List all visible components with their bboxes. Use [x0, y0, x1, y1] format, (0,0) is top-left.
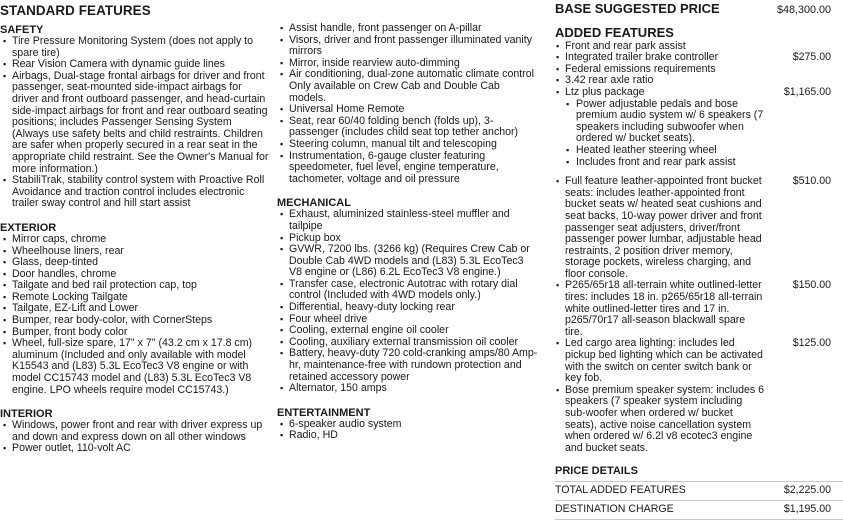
list-item: ▪ Instrumentation, 6-gauge cluster featuring speedometer, fuel level, engine temperature, tachometer, voltage and oil pressure [277, 151, 539, 186]
package-sub-item: ▪ Power adjustable pedals and bose premium audio system w/ 6 speakers (7 speakers including subwoofer when ordered w/ bucket seats). [555, 99, 777, 145]
entertainment-list [277, 419, 539, 442]
entertainment-heading: ENTERTAINMENT [277, 406, 371, 419]
list-item: ▪ GVWR, 7200 lbs. (3266 kg) (Requires Crew Cab or Double Cab 4WD models and (L83) 5.3L EcoTec3 V8 engine or (L86) 6.2L EcoTec3 V8 engine.) [277, 244, 539, 279]
option-text: ▪ 3.42 rear axle ratio [555, 75, 765, 87]
list-item: ▪ Four wheel drive [277, 314, 539, 326]
price-details-title: PRICE DETAILS [555, 465, 843, 482]
price-details-label: TOTAL ADDED FEATURES [555, 484, 686, 497]
list-item: ▪ Seat, rear 60/40 folding bench (folds up), 3-passenger (includes child seat top tether anchor) [277, 116, 539, 139]
option-row [555, 280, 843, 338]
list-item: ▪ Mirror, inside rearview auto-dimming [277, 58, 539, 70]
standard-features-column-2 [277, 23, 539, 442]
price-details-value: $2,225.00 [783, 484, 831, 497]
list-item: ▪ Exhaust, aluminized stainless-steel muffler and tailpipe [277, 209, 539, 232]
option-price: $510.00 [792, 175, 831, 188]
option-row [555, 338, 843, 384]
base-price-row [555, 0, 843, 17]
exterior-heading: EXTERIOR [0, 221, 57, 234]
list-item: ▪ Tailgate, EZ-Lift and Lower [0, 303, 270, 315]
standard-features-column-1 [0, 0, 270, 455]
option-text: ▪ Front and rear park assist [555, 41, 765, 53]
list-item: ▪ Tire Pressure Monitoring System (does not apply to spare tire) [0, 36, 270, 59]
option-price: $125.00 [792, 337, 831, 350]
option-price: $275.00 [792, 51, 831, 64]
interior-list-continued [277, 23, 539, 185]
list-item: ▪ Bumper, front body color [0, 327, 270, 339]
price-details-row [555, 482, 843, 501]
list-item: ▪ Remote Locking Tailgate [0, 292, 270, 304]
list-item: ▪ Door handles, chrome [0, 269, 270, 281]
list-item: ▪ Pickup box [277, 233, 539, 245]
price-details-value: $1,195.00 [783, 502, 831, 515]
option-text: ▪ Ltz plus package [555, 87, 765, 99]
interior-list [0, 420, 270, 455]
option-price: $1,165.00 [783, 85, 831, 98]
option-text: ▪ Federal emissions requirements [555, 64, 765, 76]
option-row [555, 87, 843, 99]
added-features-title: ADDED FEATURES [555, 24, 674, 40]
list-item: ▪ Tailgate and bed rail protection cap, top [0, 280, 270, 292]
package-sub-item: ▪ Heated leather steering wheel [555, 145, 777, 157]
safety-list [0, 36, 270, 210]
list-item: ▪ Mirror caps, chrome [0, 234, 270, 246]
list-item: ▪ 6-speaker audio system [277, 419, 539, 431]
standard-features-title: STANDARD FEATURES [0, 3, 151, 18]
interior-heading: INTERIOR [0, 408, 53, 421]
package-sub-item: ▪ Includes front and rear park assist [555, 157, 777, 169]
price-details-label: DESTINATION CHARGE [555, 502, 674, 515]
option-text: ▪ Integrated trailer brake controller [555, 52, 765, 64]
option-row [555, 176, 843, 280]
list-item: ▪ Battery, heavy-duty 720 cold-cranking amps/80 Amp-hr, maintenance-free with rundown protection and retained accessory power [277, 348, 539, 383]
list-item: ▪ Airbags, Dual-stage frontal airbags for driver and front passenger, seat-mounted side-impact airbags for driver and front outboard passenger, and head-curtain side-impact airbags for front and rear outboard seating positions; includes Passenger Sensing System (Always use safety belts and child restraints. Children are safer when properly secured in a rear seat in the appropriate child restraint. See the Owner's Manual for more information.) [0, 71, 270, 175]
option-text: ▪ P265/65r18 all-terrain white outlined-letter tires: includes 18 in. p265/65r18 all-terrain white outlined-letter tires and 17 in. p265/70r17 all-season blackwall spare tire. [555, 280, 765, 338]
list-item: ▪ Air conditioning, dual-zone automatic climate control Only available on Crew Cab and Double Cab models. [277, 69, 539, 104]
list-item: ▪ Wheelhouse liners, rear [0, 246, 270, 258]
list-item: ▪ Universal Home Remote [277, 104, 539, 116]
mechanical-list [277, 209, 539, 395]
list-item: ▪ Assist handle, front passenger on A-pillar [277, 23, 539, 35]
list-item: ▪ Transfer case, electronic Autotrac with rotary dial control (Included with 4WD models only.) [277, 279, 539, 302]
base-price-title: BASE SUGGESTED PRICE [555, 1, 720, 16]
option-price: $150.00 [792, 279, 831, 292]
list-item: ▪ Glass, deep-tinted [0, 257, 270, 269]
base-price-value: $48,300.00 [776, 4, 831, 16]
list-item: ▪ Cooling, auxiliary external transmission oil cooler [277, 337, 539, 349]
option-text: ▪ Bose premium speaker system: includes 6 speakers (7 speaker system including sub-woofer when ordered w/ bucket seats), active noise cancellation system when ordered w/ 6.2l v8 ecotec3 engine and bucket seats. [555, 385, 765, 455]
list-item: ▪ Steering column, manual tilt and telescoping [277, 139, 539, 151]
option-text: ▪ Led cargo area lighting: includes led pickup bed lighting which can be activated with the switch on center switch bank or key fob. [555, 338, 765, 384]
list-item: ▪ Differential, heavy-duty locking rear [277, 302, 539, 314]
price-details-row [555, 501, 843, 520]
list-item: ▪ Cooling, external engine oil cooler [277, 325, 539, 337]
list-item: ▪ Visors, driver and front passenger illuminated vanity mirrors [277, 35, 539, 58]
list-item: ▪ Wheel, full-size spare, 17" x 7" (43.2 cm x 17.8 cm) aluminum (Included and only available with model K15543 and (L83) 5.3L EcoTec3 V8 engine or with model CC15743 model and (L83) 5.3L EcoTec3 V8 engine. LPO wheels require model CC15743.) [0, 338, 270, 396]
list-item: ▪ Bumper, rear body-color, with CornerSteps [0, 315, 270, 327]
list-item: ▪ Radio, HD [277, 430, 539, 442]
mechanical-heading: MECHANICAL [277, 197, 351, 210]
list-item: ▪ Power outlet, 110-volt AC [0, 443, 270, 455]
list-item: ▪ Rear Vision Camera with dynamic guide lines [0, 59, 270, 71]
list-item: ▪ Alternator, 150 amps [277, 383, 539, 395]
exterior-list [0, 234, 270, 396]
list-item: ▪ Windows, power front and rear with driver express up and down and express down on all other windows [0, 420, 270, 443]
pricing-column [555, 0, 843, 520]
list-item: ▪ StabiliTrak, stability control system with Proactive Roll Avoidance and traction control includes electronic trailer sway control and hill start assist [0, 175, 270, 210]
option-text: ▪ Full feature leather-appointed front bucket seats: includes leather-appointed front bucket seats w/ heated seat cushions and seat backs, 10-way power driver and front passenger seat adjusters, driver/front passenger power lumbar, adjustable head restraints, 2 position driver memory, storage pockets, wireless charging, and floor console. [555, 176, 765, 280]
option-row [555, 385, 843, 455]
safety-heading: SAFETY [0, 24, 44, 36]
